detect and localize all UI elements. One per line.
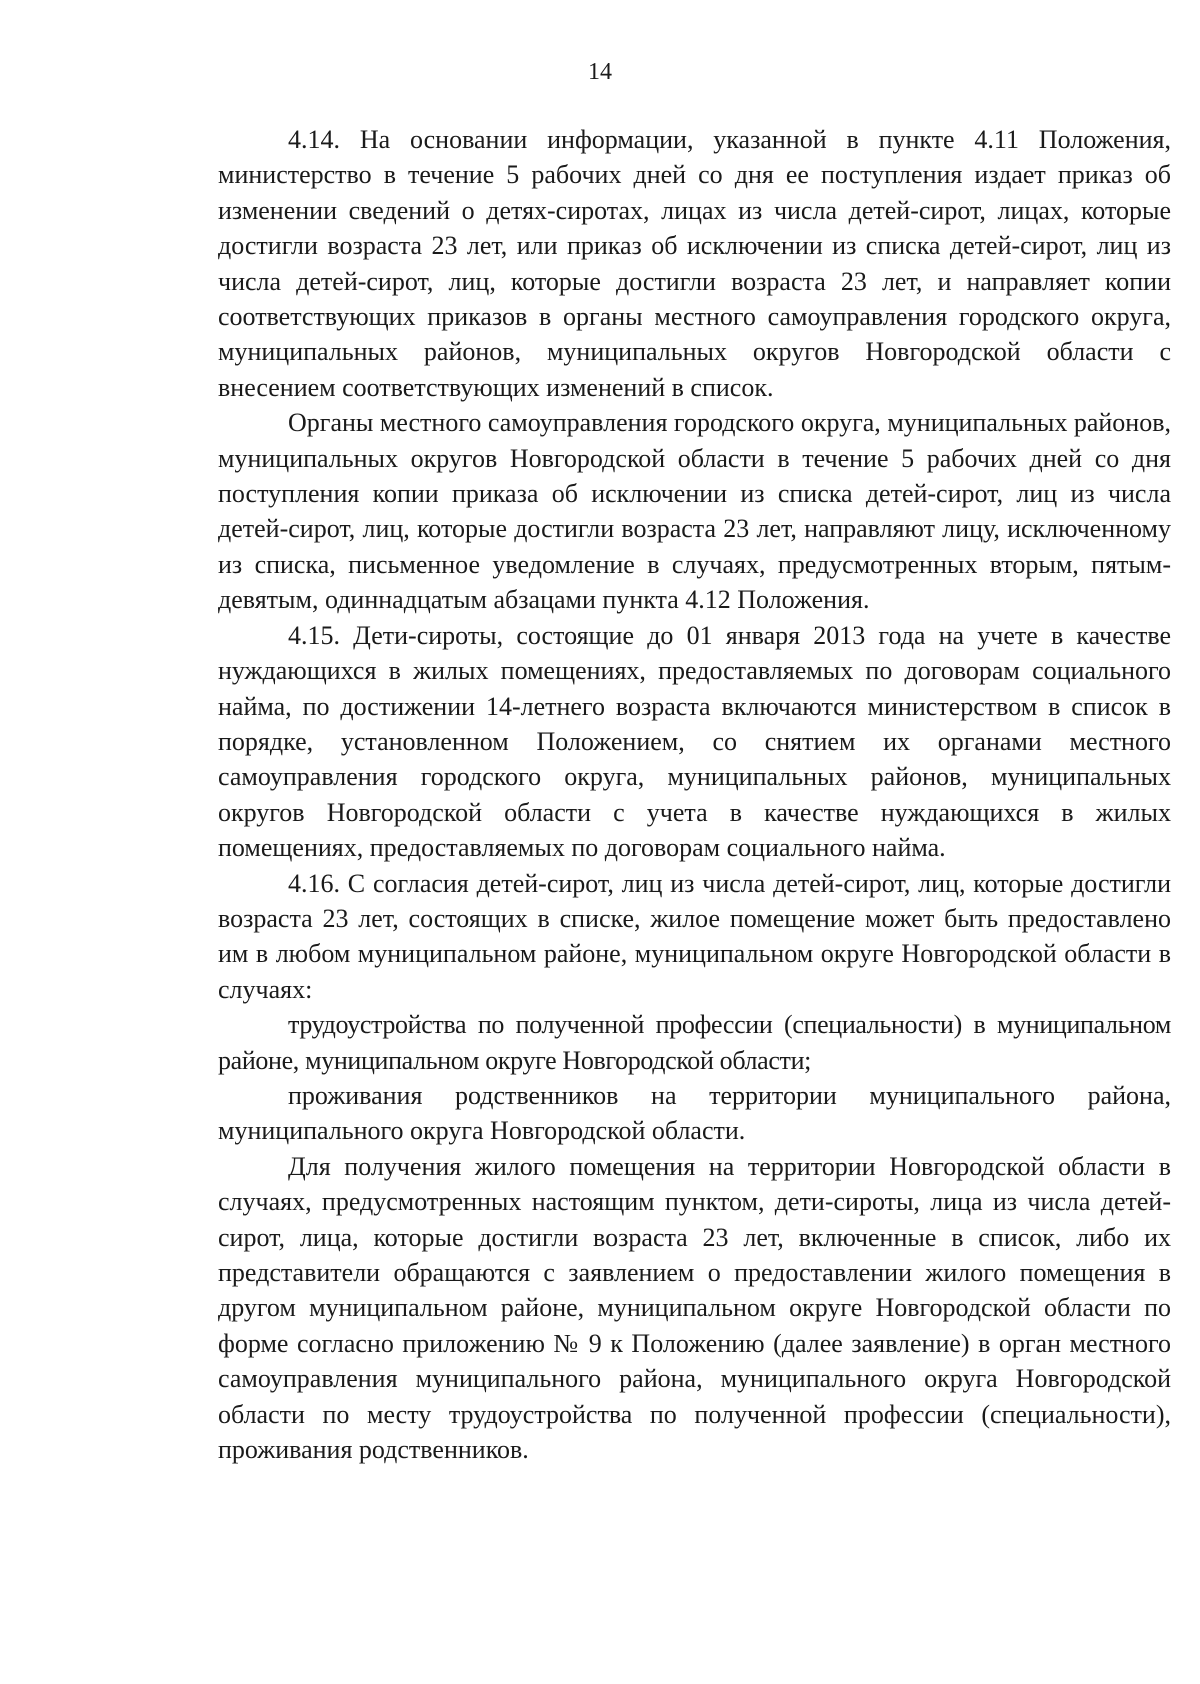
paragraph-4-14: 4.14. На основании информации, указанной в пункте 4.11 Положения, министерство в течение 5 рабочих дней со дня ее поступления издает приказ об изменении сведений о детях-сиротах, лицах из числа детей-сирот, лицах, которые достигли возраста 23 лет, или приказ об исключении из списка детей-сирот, лиц из числа детей-сирот, лиц, которые достигли возраста 23 лет, и направляет копии соответствующих приказов в органы местного самоуправления городского округа, муниципальных районов, муниципальных округов Новгородской области с внесением соответствующих изменений в список. [218, 125, 1171, 402]
paragraph-4-15: 4.15. Дети-сироты, состоящие до 01 января 2013 года на учете в качестве нуждающихся в жилых помещениях, предоставляемых по договорам социального найма, по достижении 14-летнего возраста включаются министерством в список в порядке, установленном Положением, со снятием их органами местного самоуправления городского округа, муниципальных районов, муниципальных округов Новгородской области с учета в качестве нуждающихся в жилых помещениях, предоставляемых по договорам социального найма. [218, 620, 1171, 863]
paragraph-local-authorities-notice: Органы местного самоуправления городского округа, муниципальных районов, муниципальных округов Новгородской области в течение 5 рабочих дней со дня поступления копии приказа об исключении из списка детей-сирот, лиц из числа детей-сирот, лиц, которые достигли возраста 23 лет, направляют лицу, исключенному из списка, письменное уведомление в случаях, предусмотренных вторым, пятым-девятым, одиннадцатым абзацами пункта 4.12 Положения. [218, 408, 1171, 615]
document-body [218, 122, 1171, 1467]
paragraph-employment-case: трудоустройства по полученной профессии (специальности) в муниципальном районе, муниципальном округе Новгородской области; [218, 1010, 1171, 1075]
paragraph-application-procedure: Для получения жилого помещения на территории Новгородской области в случаях, предусмотренных настоящим пунктом, дети-сироты, лица из числа детей-сирот, лица, которые достигли возраста 23 лет, включенные в список, либо их представители обращаются с заявлением о предоставлении жилого помещения в другом муниципальном районе, муниципальном округе Новгородской области по форме согласно приложению № 9 к Положению (далее заявление) в орган местного самоуправления муниципального района, муниципального округа Новгородской области по месту трудоустройства по полученной профессии (специальности), проживания родственников. [218, 1151, 1171, 1465]
page-number: 14 [588, 59, 612, 85]
paragraph-4-16: 4.16. С согласия детей-сирот, лиц из числа детей-сирот, лиц, которые достигли возраста 23 лет, состоящих в списке, жилое помещение может быть предоставлено им в любом муниципальном районе, муниципальном округе Новгородской области в случаях: [218, 868, 1171, 1004]
paragraph-relatives-case: проживания родственников на территории муниципального района, муниципального округа Новгородской области. [218, 1080, 1171, 1146]
